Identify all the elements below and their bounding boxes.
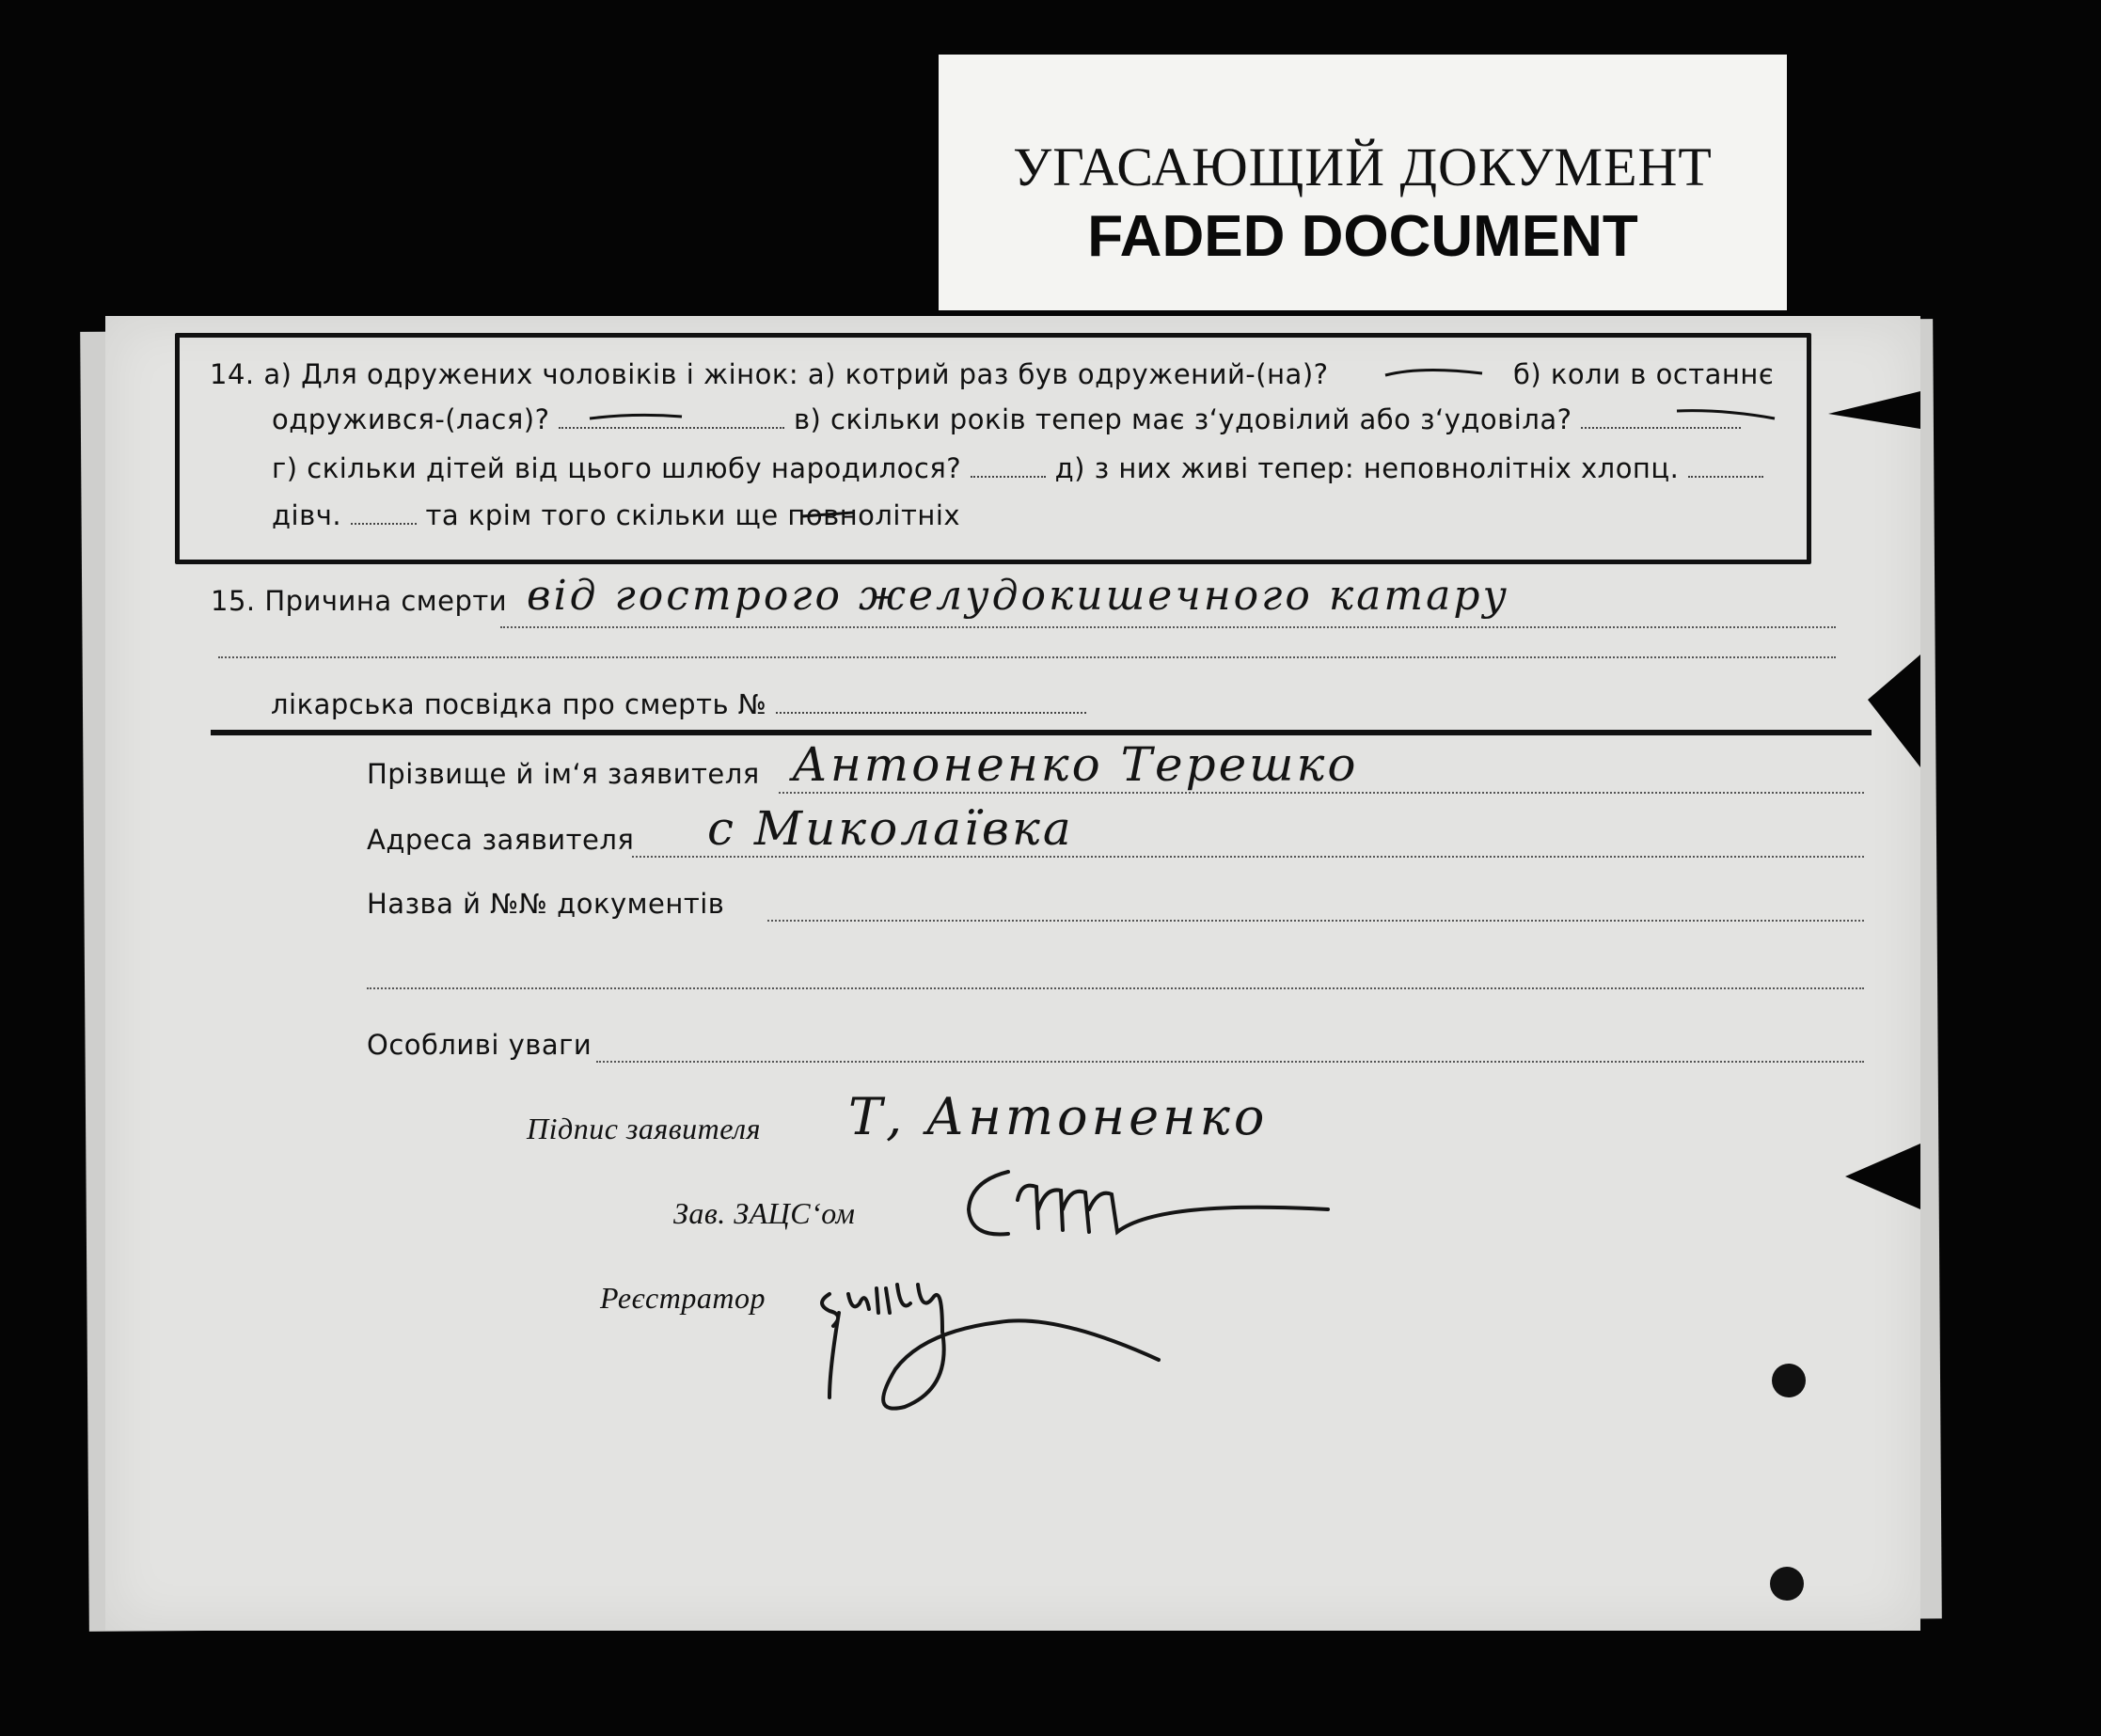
dotted-line — [500, 626, 1836, 628]
dotted-line — [767, 920, 1864, 922]
form-sheet — [105, 316, 1920, 1631]
dotted-line — [779, 792, 1864, 794]
dotted-line — [596, 1061, 1864, 1063]
applicant-address-label: Адреса заявителя — [367, 824, 635, 856]
section-14-line1: а) Для одружених чоловіків і жінок: а) котрий раз був одружений-(на)? — [263, 358, 1329, 390]
faded-document-label — [939, 55, 1787, 310]
section-14-line4b: та крім того скільки ще повнолітніх — [425, 499, 961, 531]
torn-edge — [1855, 655, 1920, 767]
dash-mark — [1675, 403, 1778, 422]
torn-edge — [1828, 391, 1920, 429]
label-english: FADED DOCUMENT — [1087, 204, 1638, 269]
dotted-line — [218, 656, 1836, 658]
applicant-signature-label: Підпис заявителя — [527, 1112, 761, 1145]
dotted-fill — [1688, 475, 1763, 478]
applicant-name-label: Прізвище й ім‘я заявителя — [367, 758, 760, 790]
dash-mark — [800, 507, 857, 522]
section-15-number: 15. — [211, 585, 256, 617]
applicant-name-value: Антоненко Терешко — [792, 737, 1359, 792]
dotted-line — [367, 987, 1864, 989]
punch-hole — [1770, 1567, 1804, 1601]
head-signature-label: Зав. ЗАЦС‘ом — [673, 1196, 856, 1230]
cause-of-death-label: Причина смерти — [264, 585, 508, 617]
applicant-signature-value: Т, Антоненко — [848, 1087, 1269, 1146]
applicant-address-value: с Миколаївка — [707, 801, 1074, 856]
dash-mark — [1383, 364, 1487, 383]
notes-label: Особливі уваги — [367, 1029, 592, 1061]
section-14-line2b: в) скільки років тепер має з‘удовілий або з‘удовіла? — [793, 403, 1572, 435]
head-signature — [952, 1144, 1347, 1256]
dotted-fill — [559, 426, 784, 429]
section-14-line3a: г) скільки дітей від цього шлюбу народилося? — [272, 452, 962, 484]
section-14-number: 14. — [210, 358, 255, 390]
documents-label: Назва й №№ документів — [367, 888, 725, 920]
torn-edge — [1845, 1144, 1920, 1209]
label-russian: УГАСАЮЩИЙ ДОКУМЕНТ — [1013, 136, 1713, 197]
registrar-signature — [811, 1256, 1187, 1435]
section-14-line1b: б) коли в останнє — [1513, 358, 1775, 390]
registrar-signature-label: Реєстратор — [600, 1281, 766, 1315]
dotted-fill — [351, 522, 417, 525]
section-divider — [211, 730, 1872, 735]
dotted-fill — [776, 711, 1086, 714]
section-14-line2a: одружився-(лася)? — [272, 403, 550, 435]
certificate-label: лікарська посвідка про смерть № — [271, 688, 767, 720]
punch-hole — [1772, 1364, 1806, 1397]
section-14-box — [175, 333, 1811, 564]
section-14-line3b: д) з них живі тепер: неповнолітніх хлопц. — [1054, 452, 1680, 484]
dotted-fill — [971, 475, 1046, 478]
section-14-line4a: дівч. — [272, 499, 342, 531]
dotted-line — [632, 856, 1864, 858]
cause-of-death-value: від гострого желудокишечного катару — [527, 572, 1510, 620]
dotted-fill — [1581, 426, 1741, 429]
dash-mark — [588, 409, 691, 424]
